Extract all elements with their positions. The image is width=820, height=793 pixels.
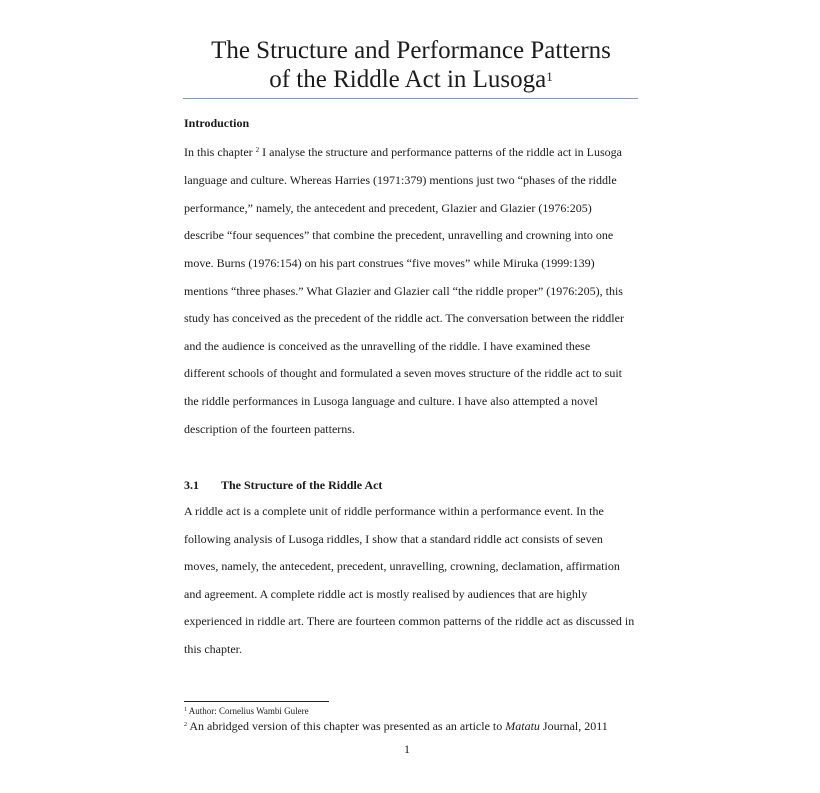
paragraph-line: experienced in riddle art. There are fourteen common patterns of the riddle act as discussed in: [184, 614, 635, 628]
paragraph-line: this chapter.: [184, 642, 242, 656]
paragraph-line: language and culture. Whereas Harries (1971:379) mentions just two “phases of the riddle: [184, 173, 617, 187]
title-underline: [183, 98, 638, 99]
paragraph-line: description of the fourteen patterns.: [184, 422, 355, 436]
title-line-2-text: of the Riddle Act in Lusoga: [269, 66, 547, 93]
footnote-ref-2: 2: [255, 146, 260, 154]
footnote-2-journal: Matatu: [505, 719, 540, 733]
paragraph-line: following analysis of Lusoga riddles, I show that a standard riddle act consists of seven: [184, 532, 603, 546]
paragraph-line: moves, namely, the antecedent, precedent, unravelling, crowning, declamation, affirmation: [184, 559, 620, 573]
footnote-2-mark: 2: [184, 722, 187, 728]
footnote-2-text: An abridged version of this chapter was presented as an article to: [187, 719, 506, 733]
paragraph-line: the riddle performances in Lusoga language and culture. I have also attempted a novel: [184, 394, 598, 408]
paragraph-line: mentions “three phases.” What Glazier and Glazier call “the riddle proper” (1976:205), this: [184, 284, 623, 298]
paragraph-line: [184, 145, 622, 159]
document-title: [184, 36, 638, 94]
paragraph-line: study has conceived as the precedent of the riddle act. The conversation between the riddler: [184, 311, 624, 325]
paragraph-line: move. Burns (1976:154) on his part construes “five moves” while Miruka (1999:139): [184, 256, 595, 270]
paragraph-line: A riddle act is a complete unit of riddle performance within a performance event. In the: [184, 504, 604, 518]
section-number: 3.1: [184, 478, 199, 492]
title-line-1: The Structure and Performance Patterns: [211, 37, 611, 64]
footnote-separator: [184, 701, 329, 702]
paragraph-line: and agreement. A complete riddle act is mostly realised by audiences that are highly: [184, 587, 588, 601]
line-text: In this chapter: [184, 145, 256, 159]
line-text: I analyse the structure and performance patterns of the riddle act in Lusoga: [259, 145, 623, 159]
title-footnote-mark: 1: [546, 69, 553, 84]
paragraph-line: different schools of thought and formulated a seven moves structure of the riddle act to suit: [184, 366, 622, 380]
footnote-1-text: Author: Cornelius Wambi Gulere: [187, 706, 309, 716]
section-title: The Structure of the Riddle Act: [221, 478, 383, 492]
footnote-1: [184, 706, 309, 717]
footnote-1-mark: 1: [184, 707, 187, 713]
paragraph-line: describe “four sequences” that combine the precedent, unravelling and crowning into one: [184, 228, 614, 242]
footnote-2: [184, 719, 608, 733]
introduction-heading: Introduction: [184, 116, 250, 130]
paragraph-line: performance,” namely, the antecedent and precedent, Glazier and Glazier (1976:205): [184, 201, 592, 215]
page-number: 1: [404, 742, 410, 756]
section-heading: [184, 478, 382, 492]
title-line-2: [184, 65, 638, 94]
footnote-2-text-end: Journal, 2011: [539, 719, 608, 733]
paragraph-line: and the audience is conceived as the unravelling of the riddle. I have examined these: [184, 339, 591, 353]
